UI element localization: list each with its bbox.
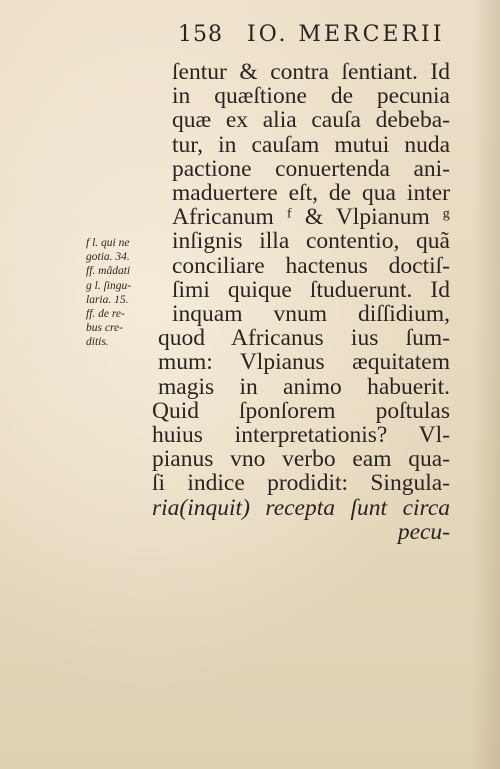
- text-line: maduertere eſt, de qua inter: [172, 181, 450, 206]
- margin-line: gotia. 34.: [86, 251, 130, 264]
- text-line: inſignis illa contentio, quã: [172, 229, 450, 254]
- text-line: conciliare hactenus doctiſ-: [172, 253, 450, 278]
- margin-line: g l. ſingu-: [86, 279, 132, 292]
- text-line: inquam vnum diſſidium,: [172, 302, 450, 327]
- body-text: [150, 60, 450, 544]
- margin-line: bus cre-: [86, 322, 123, 335]
- text-line: ſentur & contra ſentiant. Id: [172, 60, 450, 85]
- text-line: mum: Vlpianus æquitatem: [158, 350, 450, 375]
- margin-line: ditis.: [86, 336, 109, 349]
- text-line: tur, in cauſam mutui nuda: [172, 132, 450, 157]
- text-line: Quid ſponſorem poſtulas: [152, 398, 450, 424]
- running-title: IO. MERCERII: [247, 22, 445, 47]
- margin-line: ff. de re-: [86, 308, 125, 321]
- catchword: pecu-: [397, 519, 450, 545]
- text-line: ſi indice prodidit: Singula-: [152, 471, 450, 496]
- page-header: [178, 24, 458, 46]
- text-line: Africanum ᶠ & Vlpianum ᵍ: [172, 205, 450, 230]
- folio-number: 158: [178, 22, 223, 47]
- text-line: ſimi quique ſtuduerunt. Id: [172, 277, 450, 303]
- margin-line: f l. qui ne: [86, 237, 130, 249]
- margin-line: ff. mãdati: [86, 265, 131, 278]
- margin-line: laria. 15.: [86, 293, 129, 306]
- text-line: pianus vno verbo eam qua-: [152, 447, 450, 472]
- marginal-note: [86, 236, 154, 350]
- text-line: huius interpretationis? Vl-: [152, 423, 450, 448]
- text-line: quæ ex alia cauſa debeba-: [172, 108, 450, 133]
- text-line: in quæſtione de pecunia: [172, 84, 450, 109]
- text-line: magis in animo habuerit.: [158, 374, 450, 399]
- text-line: quod Africanus ius ſum-: [158, 326, 450, 351]
- text-line: pactione conuertenda ani-: [172, 156, 450, 182]
- text-line: ria(inquit) recepta ſunt circa: [152, 495, 450, 520]
